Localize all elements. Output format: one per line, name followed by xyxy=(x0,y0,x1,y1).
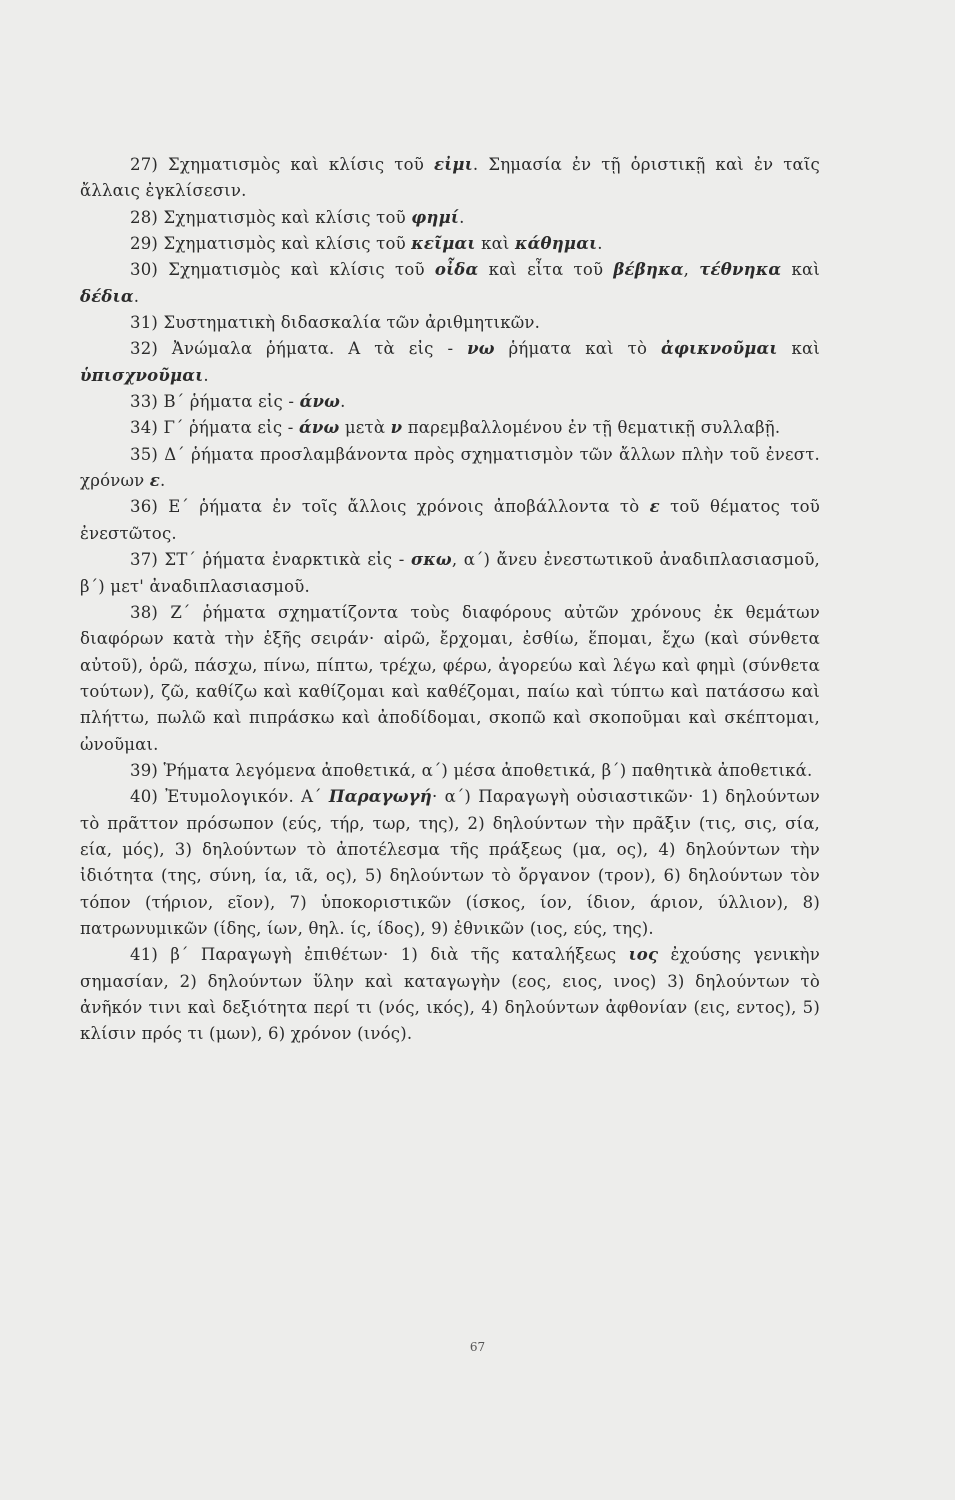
item-number: 40) xyxy=(130,787,159,807)
text-run: Ἐτυμολογικόν. Α΄ xyxy=(158,787,329,807)
item-number: 30) xyxy=(130,260,159,280)
text-run: Σχηματισμὸς καὶ κλίσις τοῦ xyxy=(158,234,412,254)
text-run: · α΄) Παραγωγὴ οὐσιαστικῶν· 1) δηλούντων τὸ πρᾶττον πρόσωπον (εύς, τήρ, τωρ, της), 2) δηλούντων τὴν πρᾶξιν (τις, σις, σία, εία, μός), 3) δηλούντων τὸ ἀποτέλεσμα τῆς πράξεως (μα, ος), 4) δηλούντων τὴν ἰδιότητα (της, σύνη, ία, ιᾶ, ος), 5) δηλούντων τὸ ὄργανον (τρον), 6) δηλούντων τὸν τόπον (τήριον, εῖον), 7) ὑποκοριστικῶν (ίσκος, ίον, ίδιον, άριον, ύλλιον), 8) πατρωνυμικῶν (ίδης, ίων, θηλ. ίς, ίδος), 9) ἐθνικῶν (ιος, εύς, της). xyxy=(80,787,820,938)
text-run: τοῦ θέματος τοῦ ἐνεστῶτος. xyxy=(80,497,820,543)
emphasized-term: βέβηκα xyxy=(613,260,684,280)
paragraph-item xyxy=(80,310,820,336)
text-run: καὶ xyxy=(475,234,516,254)
paragraph-item xyxy=(80,336,820,389)
emphasized-term: ε xyxy=(649,497,660,517)
emphasized-term: νω xyxy=(467,339,495,359)
text-run: Δ΄ ῥήματα προσλαμβάνοντα πρὸς σχηματισμὸν τῶν ἄλλων πλὴν τοῦ ἐνεστ. χρόνων xyxy=(80,444,820,491)
item-number: 39) xyxy=(130,760,159,780)
emphasized-term: κεῖμαι xyxy=(411,234,476,254)
emphasized-term: Παραγωγή xyxy=(328,787,432,807)
text-run: , xyxy=(683,260,700,280)
emphasized-term: ιος xyxy=(628,945,659,965)
paragraph-item xyxy=(80,494,820,547)
item-number: 33) xyxy=(130,392,159,412)
text-run: Γ΄ ῥήματα εἰς - xyxy=(158,418,299,438)
text-run: καὶ xyxy=(781,260,820,280)
text-run: . xyxy=(160,471,166,491)
paragraph-item xyxy=(80,600,820,758)
item-number: 29) xyxy=(130,234,159,254)
text-run: Β΄ ῥήματα εἰς - xyxy=(158,392,300,412)
item-number: 38) xyxy=(130,602,159,622)
paragraph-item xyxy=(80,205,820,231)
text-run: Σχηματισμὸς καὶ κλίσις τοῦ xyxy=(158,207,412,227)
text-run: παρεμβαλλομένου ἐν τῇ θεματικῇ συλλαβῇ. xyxy=(402,418,781,438)
emphasized-term: σκω xyxy=(410,550,452,570)
text-run: μετὰ xyxy=(339,418,391,438)
paragraph-item xyxy=(80,415,820,441)
text-run: Ῥήματα λεγόμενα ἀποθετικά, α΄) μέσα ἀποθετικά, β΄) παθητικὰ ἀποθετικά. xyxy=(158,760,813,780)
body-text xyxy=(80,152,820,1048)
item-number: 41) xyxy=(130,945,159,965)
emphasized-term: άνω xyxy=(298,418,340,438)
emphasized-term: άνω xyxy=(299,392,341,412)
text-run: Σχηματισμὸς καὶ κλίσις τοῦ xyxy=(158,260,435,280)
emphasized-term: κάθημαι xyxy=(515,234,598,254)
text-run: . Σημασία ἐν τῇ ὁριστικῇ καὶ ἐν ταῖς ἄλλαις ἐγκλίσεσιν. xyxy=(80,155,820,201)
text-run: ΣΤ΄ ῥήματα ἐναρκτικὰ εἰς - xyxy=(158,550,411,570)
text-run: ἐχούσης γενικὴν σημασίαν, 2) δηλούντων ὕλην καὶ καταγωγὴν (εος, ειος, ινος) 3) δηλούντων τὸ ἀνῆκόν τινι καὶ δεξιότητα περί τι (νός, ικός), 4) δηλούντων ἀφθονίαν (εις, εντος), 5) κλίσιν πρός τι (μων), 6) χρόνον (ινός). xyxy=(80,945,820,1044)
emphasized-term: ὑπισχνοῦμαι xyxy=(80,365,204,385)
emphasized-term: τέθνηκα xyxy=(699,260,782,280)
text-run: β΄ Παραγωγὴ ἐπιθέτων· 1) διὰ τῆς καταλήξεως xyxy=(158,945,629,965)
emphasized-term: εἰμι xyxy=(434,155,473,174)
emphasized-term: φημί xyxy=(411,207,460,227)
emphasized-term: οἶδα xyxy=(434,260,479,280)
item-number: 37) xyxy=(130,550,159,570)
text-run: . xyxy=(133,286,140,306)
paragraph-item xyxy=(80,389,820,415)
text-run: . xyxy=(340,392,346,412)
item-number: 28) xyxy=(130,207,159,227)
item-number: 27) xyxy=(130,155,159,174)
item-number: 36) xyxy=(130,497,159,517)
text-run: , α΄) ἄνευ ἐνεστωτικοῦ ἀναδιπλασιασμοῦ, β΄) μετ' ἀναδιπλασιασμοῦ. xyxy=(80,550,820,596)
text-run: Ἀνώμαλα ῥήματα. Α τὰ εἰς - xyxy=(158,339,468,359)
paragraph-item xyxy=(80,758,820,784)
item-number: 31) xyxy=(130,313,159,333)
text-run: Ζ΄ ῥήματα σχηματίζοντα τοὺς διαφόρους αὐτῶν χρόνους ἐκ θεμάτων διαφόρων κατὰ τὴν ἑξῆς σειράν· αἱρῶ, ἔρχομαι, ἐσθίω, ἕπομαι, ἔχω (καὶ σύνθετα αὐτοῦ), ὁρῶ, πάσχω, πίνω, πίπτω, τρέχω, φέρω, ἀγορεύω καὶ λέγω καὶ φημὶ (σύνθετα τούτων), ζῶ, καθίζω καὶ καθίζομαι καὶ καθέζομαι, παίω καὶ τύπτω καὶ πατάσσω καὶ πλήττω, πωλῶ καὶ πιπράσκω καὶ ἀποδίδομαι, σκοπῶ καὶ σκοποῦμαι καὶ σκέπτομαι, ὠνοῦμαι. xyxy=(80,602,820,754)
text-run: . xyxy=(203,365,209,385)
emphasized-term: δέδια xyxy=(80,286,134,306)
item-number: 34) xyxy=(130,418,159,438)
paragraph-item xyxy=(80,442,820,495)
paragraph-item xyxy=(80,547,820,600)
emphasized-term: ε xyxy=(149,471,161,491)
paragraph-item xyxy=(80,231,820,257)
text-run: . xyxy=(597,234,603,254)
page-number: 67 xyxy=(469,1340,486,1354)
text-run: Συστηματικὴ διδασκαλία τῶν ἀριθμητικῶν. xyxy=(158,313,541,333)
item-number: 35) xyxy=(130,444,159,464)
text-run: καὶ xyxy=(777,339,820,359)
paragraph-item xyxy=(80,784,820,942)
paragraph-item xyxy=(80,257,820,310)
item-number: 32) xyxy=(130,339,159,359)
paragraph-item xyxy=(80,152,820,205)
paragraph-item xyxy=(80,942,820,1047)
text-run: ῥήματα καὶ τὸ xyxy=(494,339,661,359)
emphasized-term: ν xyxy=(390,418,403,438)
text-run: καὶ εἶτα τοῦ xyxy=(478,260,614,280)
text-run: Ε΄ ῥήματα ἐν τοῖς ἄλλοις χρόνοις ἀποβάλλοντα τὸ xyxy=(158,497,650,517)
text-run: . xyxy=(459,207,465,227)
text-run: Σχηματισμὸς καὶ κλίσις τοῦ xyxy=(158,155,434,174)
emphasized-term: ἀφικνοῦμαι xyxy=(660,339,778,359)
